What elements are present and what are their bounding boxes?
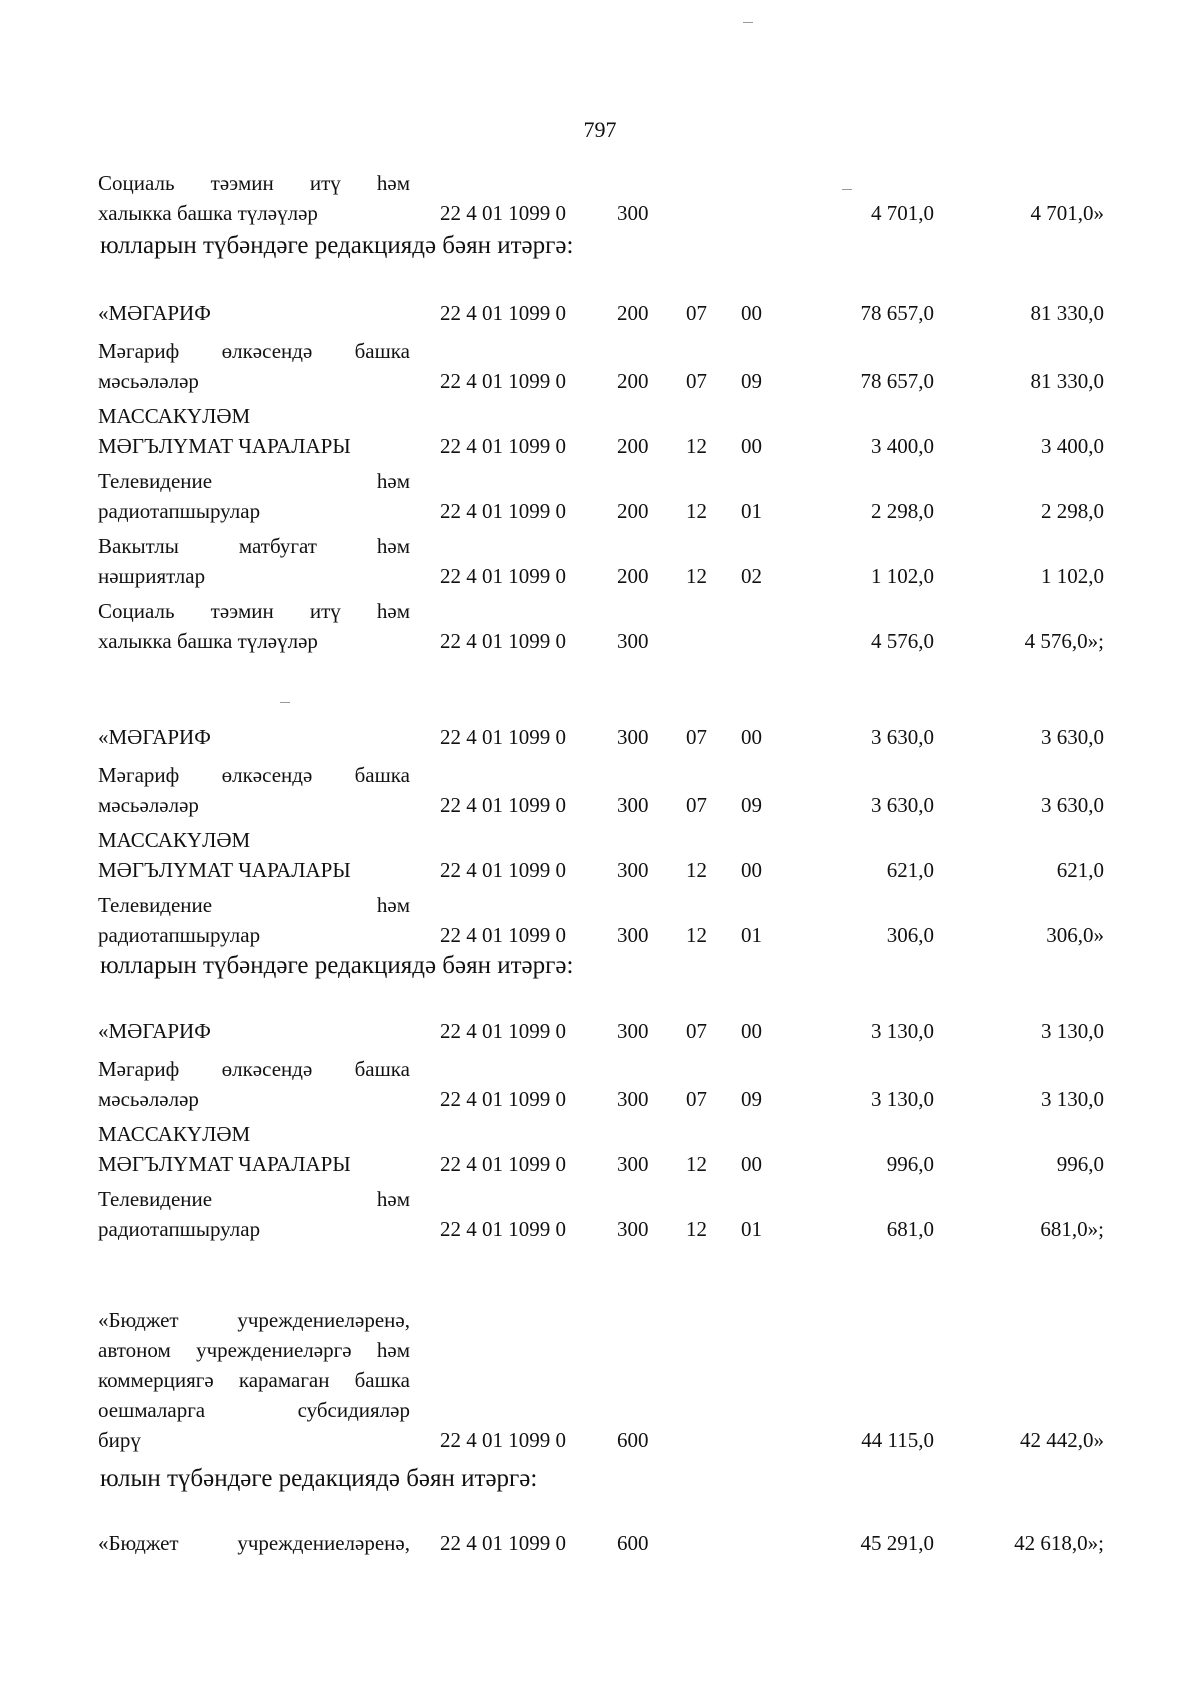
row-name-line: радиотапшырулар: [98, 923, 261, 947]
row-name: [98, 1184, 410, 1244]
vr-cell: 600: [617, 1531, 649, 1555]
row-name-line: Мәгариф өлкәсендә башка: [98, 763, 410, 787]
code-cell: 22 4 01 1099 0: [440, 434, 566, 458]
row-name-line: Телевидение һәм: [98, 893, 410, 917]
vr-cell: 200: [617, 434, 649, 458]
row-name-line: МӘГЪЛҮМАТ ЧАРАЛАРЫ: [98, 434, 351, 458]
vr-cell: 300: [617, 1019, 649, 1043]
rz-cell: 07: [686, 1087, 707, 1111]
sum-2025-cell: 3 130,0: [1041, 1019, 1104, 1043]
rz-cell: 12: [686, 499, 707, 523]
row-name: [98, 1016, 410, 1046]
vr-cell: 200: [617, 564, 649, 588]
row-name: [98, 1119, 410, 1179]
scan-mark: [280, 702, 290, 703]
row-name-line: Социаль тәэмин итү һәм: [98, 599, 410, 623]
table-row: [0, 1300, 1200, 1455]
row-name-line: коммерциягә карамаган башка: [98, 1368, 410, 1392]
code-cell: 22 4 01 1099 0: [440, 369, 566, 393]
row-name-line: радиотапшырулар: [98, 499, 261, 523]
code-cell: 22 4 01 1099 0: [440, 1428, 566, 1452]
row-name-line: Мәгариф өлкәсендә башка: [98, 339, 410, 363]
pr-cell: 01: [741, 923, 762, 947]
pr-cell: 00: [741, 725, 762, 749]
row-name-line: «МӘГАРИФ: [98, 1019, 211, 1043]
vr-cell: 300: [617, 793, 649, 817]
pr-cell: 09: [741, 793, 762, 817]
table-row: [0, 166, 1200, 228]
code-cell: 22 4 01 1099 0: [440, 1531, 566, 1555]
sum-2024-cell: 3 400,0: [871, 434, 934, 458]
code-cell: 22 4 01 1099 0: [440, 793, 566, 817]
code-cell: 22 4 01 1099 0: [440, 301, 566, 325]
pr-cell: 01: [741, 1217, 762, 1241]
pr-cell: 00: [741, 1152, 762, 1176]
scan-mark: [743, 22, 753, 23]
row-name-line: нәшриятлар: [98, 564, 206, 588]
row-name-line: оешмаларга субсидияләр: [98, 1398, 410, 1422]
rz-cell: 07: [686, 725, 707, 749]
table-row: [0, 1015, 1200, 1046]
pr-cell: 09: [741, 369, 762, 393]
table-row: [0, 297, 1200, 328]
row-name: [98, 168, 410, 228]
table-row: [0, 1117, 1200, 1179]
code-cell: 22 4 01 1099 0: [440, 201, 566, 225]
table-row: [0, 1182, 1200, 1244]
row-name: [98, 760, 410, 820]
row-name-line: «Бюджет учреждениеләренә,: [98, 1308, 410, 1332]
vr-cell: 300: [617, 1217, 649, 1241]
row-name: [98, 722, 410, 752]
sum-2025-cell: 3 400,0: [1041, 434, 1104, 458]
sum-2024-cell: 4 701,0: [871, 201, 934, 225]
instruction-text: юлын түбәндәге редакциядә бәян итәргә:: [100, 1465, 538, 1492]
table-row: [0, 1052, 1200, 1114]
row-name: [98, 298, 410, 328]
rz-cell: 12: [686, 1217, 707, 1241]
rz-cell: 12: [686, 434, 707, 458]
sum-2024-cell: 44 115,0: [861, 1428, 934, 1452]
row-name-line: «МӘГАРИФ: [98, 301, 211, 325]
vr-cell: 200: [617, 301, 649, 325]
table-row: [0, 334, 1200, 396]
row-name-line: халыкка башка түләүләр: [98, 629, 318, 653]
row-name: [98, 1305, 410, 1455]
sum-2024-cell: 3 130,0: [871, 1087, 934, 1111]
table-row: [0, 1527, 1200, 1558]
sum-2025-cell: 681,0»;: [1040, 1217, 1104, 1241]
vr-cell: 300: [617, 629, 649, 653]
sum-2025-cell: 42 442,0»: [1020, 1428, 1104, 1452]
table-row: [0, 529, 1200, 591]
sum-2024-cell: 45 291,0: [860, 1531, 934, 1555]
code-cell: 22 4 01 1099 0: [440, 564, 566, 588]
row-name-line: МАССАКҮЛӘМ: [98, 1122, 251, 1146]
row-name-line: мәсьәләләр: [98, 1087, 199, 1111]
sum-2025-cell: 621,0: [1056, 858, 1104, 882]
vr-cell: 300: [617, 201, 649, 225]
row-name-line: Телевидение һәм: [98, 469, 410, 493]
scan-mark: [842, 189, 852, 190]
rz-cell: 07: [686, 793, 707, 817]
sum-2024-cell: 78 657,0: [860, 369, 934, 393]
vr-cell: 300: [617, 923, 649, 947]
rz-cell: 12: [686, 858, 707, 882]
rz-cell: 07: [686, 301, 707, 325]
sum-2025-cell: 81 330,0: [1030, 301, 1104, 325]
row-name-line: МАССАКҮЛӘМ: [98, 828, 251, 852]
row-name-line: МАССАКҮЛӘМ: [98, 404, 251, 428]
sum-2025-cell: 4 701,0»: [1030, 201, 1104, 225]
pr-cell: 00: [741, 434, 762, 458]
pr-cell: 09: [741, 1087, 762, 1111]
sum-2025-cell: 3 630,0: [1041, 725, 1104, 749]
sum-2024-cell: 4 576,0: [871, 629, 934, 653]
row-name: [98, 401, 410, 461]
code-cell: 22 4 01 1099 0: [440, 629, 566, 653]
rz-cell: 07: [686, 1019, 707, 1043]
instruction-text: юлларын түбәндәге редакциядә бәян итәргә:: [100, 232, 574, 259]
vr-cell: 200: [617, 499, 649, 523]
rz-cell: 12: [686, 564, 707, 588]
sum-2024-cell: 621,0: [886, 858, 934, 882]
table-row: [0, 888, 1200, 950]
sum-2024-cell: 306,0: [886, 923, 934, 947]
code-cell: 22 4 01 1099 0: [440, 725, 566, 749]
sum-2024-cell: 1 102,0: [871, 564, 934, 588]
row-name-line: мәсьәләләр: [98, 793, 199, 817]
sum-2025-cell: 2 298,0: [1041, 499, 1104, 523]
row-name: [98, 596, 410, 656]
pr-cell: 00: [741, 1019, 762, 1043]
code-cell: 22 4 01 1099 0: [440, 1217, 566, 1241]
sum-2024-cell: 681,0: [886, 1217, 934, 1241]
row-name-line: Телевидение һәм: [98, 1187, 410, 1211]
table-row: [0, 758, 1200, 820]
row-name-line: бирү: [98, 1428, 141, 1452]
row-name: [98, 1528, 410, 1558]
sum-2024-cell: 78 657,0: [860, 301, 934, 325]
sum-2025-cell: 306,0»: [1046, 923, 1104, 947]
sum-2025-cell: 42 618,0»;: [1014, 1531, 1104, 1555]
vr-cell: 600: [617, 1428, 649, 1452]
row-name-line: радиотапшырулар: [98, 1217, 261, 1241]
pr-cell: 00: [741, 301, 762, 325]
rz-cell: 07: [686, 369, 707, 393]
code-cell: 22 4 01 1099 0: [440, 499, 566, 523]
code-cell: 22 4 01 1099 0: [440, 1087, 566, 1111]
row-name-line: Социаль тәэмин итү һәм: [98, 171, 410, 195]
row-name: [98, 531, 410, 591]
row-name: [98, 336, 410, 396]
pr-cell: 02: [741, 564, 762, 588]
table-row: [0, 721, 1200, 752]
row-name-line: мәсьәләләр: [98, 369, 199, 393]
row-name-line: халыкка башка түләүләр: [98, 201, 318, 225]
code-cell: 22 4 01 1099 0: [440, 1019, 566, 1043]
row-name-line: «Бюджет учреждениеләренә,: [98, 1531, 410, 1555]
rz-cell: 12: [686, 923, 707, 947]
row-name-line: Вакытлы матбугат һәм: [98, 534, 410, 558]
sum-2025-cell: 3 630,0: [1041, 793, 1104, 817]
row-name: [98, 825, 410, 885]
row-name: [98, 466, 410, 526]
row-name-line: МӘГЪЛҮМАТ ЧАРАЛАРЫ: [98, 1152, 351, 1176]
sum-2025-cell: 4 576,0»;: [1024, 629, 1104, 653]
table-row: [0, 464, 1200, 526]
sum-2025-cell: 3 130,0: [1041, 1087, 1104, 1111]
code-cell: 22 4 01 1099 0: [440, 1152, 566, 1176]
code-cell: 22 4 01 1099 0: [440, 858, 566, 882]
pr-cell: 00: [741, 858, 762, 882]
sum-2024-cell: 996,0: [886, 1152, 934, 1176]
code-cell: 22 4 01 1099 0: [440, 923, 566, 947]
vr-cell: 300: [617, 858, 649, 882]
vr-cell: 300: [617, 725, 649, 749]
table-row: [0, 823, 1200, 885]
table-row: [0, 594, 1200, 656]
row-name-line: МӘГЪЛҮМАТ ЧАРАЛАРЫ: [98, 858, 351, 882]
row-name-line: «МӘГАРИФ: [98, 725, 211, 749]
sum-2024-cell: 2 298,0: [871, 499, 934, 523]
sum-2024-cell: 3 630,0: [871, 725, 934, 749]
sum-2025-cell: 1 102,0: [1041, 564, 1104, 588]
row-name: [98, 1054, 410, 1114]
row-name: [98, 890, 410, 950]
vr-cell: 300: [617, 1152, 649, 1176]
pr-cell: 01: [741, 499, 762, 523]
page-number: 797: [583, 117, 617, 142]
sum-2025-cell: 996,0: [1056, 1152, 1104, 1176]
row-name-line: автоном учреждениеләргә һәм: [98, 1338, 410, 1362]
row-name-line: Мәгариф өлкәсендә башка: [98, 1057, 410, 1081]
vr-cell: 200: [617, 369, 649, 393]
table-row: [0, 399, 1200, 461]
vr-cell: 300: [617, 1087, 649, 1111]
sum-2024-cell: 3 130,0: [871, 1019, 934, 1043]
sum-2024-cell: 3 630,0: [871, 793, 934, 817]
rz-cell: 12: [686, 1152, 707, 1176]
sum-2025-cell: 81 330,0: [1030, 369, 1104, 393]
instruction-text: юлларын түбәндәге редакциядә бәян итәргә:: [100, 952, 574, 979]
